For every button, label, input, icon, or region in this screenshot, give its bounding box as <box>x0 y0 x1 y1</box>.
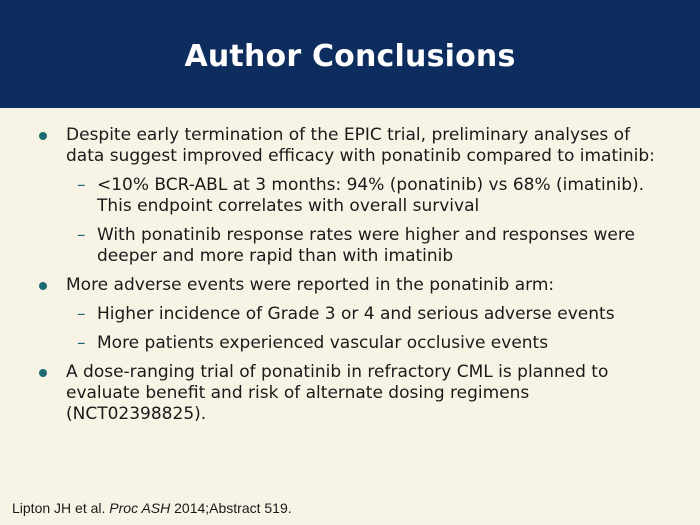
bullet-dot-icon <box>39 369 47 377</box>
sub-bullet-item <box>77 175 670 217</box>
dash-icon: – <box>77 175 86 195</box>
sub-bullet-item <box>77 304 670 325</box>
bullet-text: A dose-ranging trial of ponatinib in refractory CML is planned to evaluate benefit and risk of alternate dosing regimens (NCT02398825). <box>66 362 609 424</box>
sub-bullet-text: More patients experienced vascular occlusive events <box>97 333 549 353</box>
bullet-dot-icon <box>39 282 47 290</box>
sub-bullet-text: Higher incidence of Grade 3 or 4 and serious adverse events <box>97 304 615 324</box>
citation-details: 2014;Abstract 519. <box>174 500 292 516</box>
slide-title: Author Conclusions <box>184 39 516 74</box>
bullet-item <box>66 362 670 425</box>
citation-authors: Lipton JH et al. <box>12 500 106 516</box>
slide-content <box>0 125 700 433</box>
sub-bullet-item <box>77 333 670 354</box>
dash-icon: – <box>77 304 86 324</box>
dash-icon: – <box>77 225 86 245</box>
bullet-text: More adverse events were reported in the ponatinib arm: <box>66 275 555 295</box>
bullet-item <box>66 125 670 167</box>
dash-icon: – <box>77 333 86 353</box>
citation <box>12 499 292 517</box>
bullet-dot-icon <box>39 132 47 140</box>
sub-bullet-text: <10% BCR-ABL at 3 months: 94% (ponatinib) vs 68% (imatinib). This endpoint correlates with overall survival <box>97 175 645 216</box>
bullet-item <box>66 275 670 296</box>
sub-bullet-item <box>77 225 670 267</box>
bullet-text: Despite early termination of the EPIC trial, preliminary analyses of data suggest improved efficacy with ponatinib compared to imatinib: <box>66 125 655 166</box>
citation-journal: Proc ASH <box>109 500 171 516</box>
sub-bullet-text: With ponatinib response rates were higher and responses were deeper and more rapid than with imatinib <box>97 225 635 266</box>
